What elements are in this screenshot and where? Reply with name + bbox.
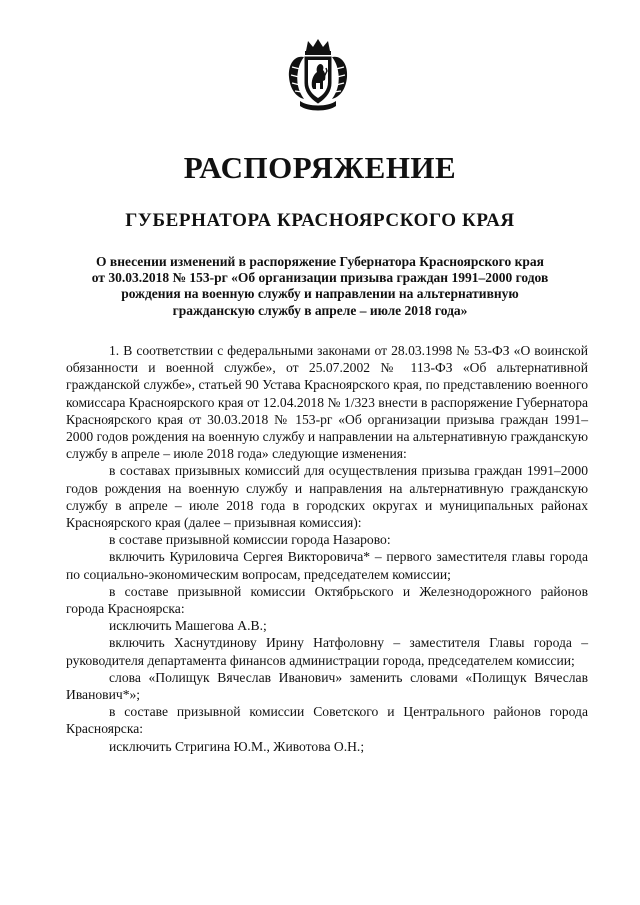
body-paragraph: в составах призывных комиссий для осуществления призыва граждан 1991–2000 годов рождения на военную службу и направления на альтернативную гражданскую службу в апреле – июле 2018 года в городских округах и муниципальных районах Красноярского края (далее – призывная комиссия): <box>66 463 588 531</box>
document-body <box>66 342 588 755</box>
body-paragraph: включить Хаснутдинову Ирину Натфоловну – заместителя Главы города – руководителя департамента финансов администрации города, председателем комиссии; <box>66 635 588 668</box>
heading-line: гражданскую службу в апреле – июле 2018 года» <box>172 302 468 318</box>
body-paragraph: исключить Стригина Ю.М., Животова О.Н.; <box>109 738 365 754</box>
heading-line: от 30.03.2018 № 153-рг «Об организации призыва граждан 1991–2000 годов <box>91 270 549 286</box>
body-paragraph: в составе призывной комиссии Октябрьского и Железнодорожного районов города Красноярска: <box>66 583 588 617</box>
document-heading <box>60 254 580 319</box>
body-paragraph: в составе призывной комиссии города Назарово: <box>109 532 391 548</box>
body-paragraph: в составе призывной комиссии Советского и Центрального районов города Красноярска: <box>66 704 588 737</box>
body-paragraph: включить Куриловича Сергея Викторовича* – первого заместителя главы города по социально-экономическим вопросам, председателем комиссии; <box>66 549 588 582</box>
body-paragraph: 1. В соответствии с федеральными законами от 28.03.1998 № 53-ФЗ «О воинской обязанности и военной службе», от 25.07.2002 № 113-ФЗ «Об альтернативной гражданской службе», статьей 90 Устава Красноярского края, по представлению военного комиссара Красноярского края от 12.04.2018 № 1/323 внести в распоряжение Губернатора Красноярского края от 30.03.2018 № 153-рг «Об организации призыва граждан 1991–2000 годов рождения на военную службу и направлении на альтернативную гражданскую службу в апреле – июле 2018 года» следующие изменения: <box>66 343 588 462</box>
heading-line: рождения на военную службу и направлении на альтернативную <box>121 286 519 302</box>
body-paragraph: исключить Машегова А.В.; <box>109 618 267 634</box>
document-subtitle: ГУБЕРНАТОРА КРАСНОЯРСКОГО КРАЯ <box>125 210 515 231</box>
document-title: РАСПОРЯЖЕНИЕ <box>183 150 457 185</box>
coat-of-arms-emblem <box>286 37 350 113</box>
heading-line: О внесении изменений в распоряжение Губернатора Красноярского края <box>96 254 544 269</box>
body-paragraph: слова «Полищук Вячеслав Иванович» заменить словами «Полищук Вячеслав Иванович*»; <box>66 669 588 703</box>
